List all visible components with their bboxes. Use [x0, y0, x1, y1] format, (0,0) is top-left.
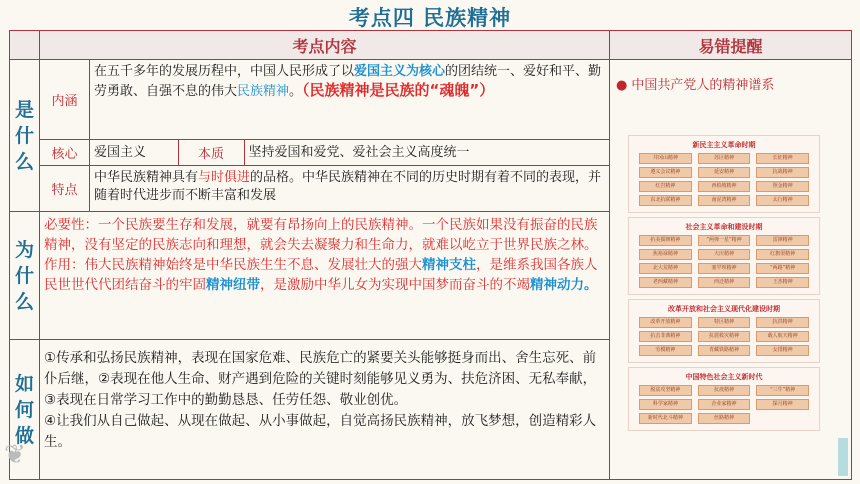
- thumbnail-cell: 抗洪精神: [756, 317, 809, 328]
- header-blank: [10, 31, 40, 60]
- thumbnail-cell: 照金精神: [756, 181, 809, 192]
- essence-label: 本质: [178, 140, 244, 165]
- thumbnail-cell: “两弹一星”精神: [698, 235, 751, 246]
- thumbnail-cell: “两路”精神: [756, 263, 809, 274]
- thumbnail-cell: 雷锋精神: [756, 235, 809, 246]
- thumbnail-cell: 红岩精神: [639, 181, 692, 192]
- pedigree-thumbnail: [628, 135, 820, 213]
- features-label: 特点: [40, 166, 90, 212]
- thumbnail-cell: 焦裕禄精神: [639, 249, 692, 260]
- thumbnail-cell: 女排精神: [756, 345, 809, 356]
- core-inner: [90, 140, 609, 165]
- thumbnail-cell: 长征精神: [756, 153, 809, 164]
- bullet-icon: ●: [616, 78, 628, 93]
- why-text: 必要性：一个民族要生存和发展，就要有昂扬向上的民族精神。一个民族如果没有振奋的民族精神，没有坚定的民族志向和理想，就会失去凝聚力和生命力，就难以屹立于世界民族之林。 作用：伟大民族精神始终是中华民族生生不息、发展壮大的强大精神支柱，是维系我国各族人民世世代代团结奋斗的牢固精神纽带，是激励中华儿女为实现中国梦而奋斗的不竭精神动力。: [40, 212, 610, 340]
- thumbnail-cell: 抗击非典精神: [639, 331, 692, 342]
- thumbnail-cell: 东北抗联精神: [639, 195, 692, 206]
- thumbnail-cell: 抗战精神: [756, 167, 809, 178]
- thumbnail-cell: 抗美援朝精神: [639, 235, 692, 246]
- features-text: 中华民族精神具有与时俱进的品格。中华民族精神在不同的历史时期有着不同的表现，并随着时代进步而不断丰富和发展: [90, 166, 610, 212]
- thumbnail-cell: 延安精神: [698, 167, 751, 178]
- thumbnail-cell: 劳模精神: [639, 345, 692, 356]
- header-tips: 易错提醒: [610, 31, 852, 60]
- thumbnail-cell: 脱贫攻坚精神: [639, 385, 692, 396]
- question-how: 如 何 做: [10, 340, 40, 480]
- question-what: 是 什 么: [10, 60, 40, 212]
- thumbnail-cell: 南泥湾精神: [698, 195, 751, 206]
- thumbnail-cell: 老西藏精神: [639, 277, 692, 288]
- thumbnail-cell: 青藏铁路精神: [698, 345, 751, 356]
- how-text: ①传承和弘扬民族精神，表现在国家危难、民族危亡的紧要关头能够挺身而出、舍生忘死、前仆后继，②表现在他人生命、财产遇到危险的关键时刻能够见义勇为、扶危济困、无私奉献，③表现在日常学习工作中的勤勤恳恳、任劳任怨、敬业创优。 ④让我们从自己做起、从现在做起、从小事做起，自觉高扬民族精神，放飞梦想，创造精彩人生。: [40, 340, 610, 480]
- pedigree-thumbnail: [628, 299, 820, 363]
- spirit-pedigree-images: [628, 135, 820, 435]
- leaf-decoration-icon: ❦: [4, 440, 26, 470]
- thumbnail-cell: 抗震救灾精神: [698, 331, 751, 342]
- connotation-label: 内涵: [40, 60, 90, 140]
- corner-mark: [838, 438, 848, 476]
- thumbnail-cell: “三牛”精神: [756, 385, 809, 396]
- thumbnail-cell: 探月精神: [756, 399, 809, 410]
- thumbnail-cell: 科学家精神: [639, 399, 692, 410]
- pedigree-thumbnail: [628, 367, 820, 431]
- question-why: 为 什 么: [10, 212, 40, 340]
- thumbnail-cell: 西迁精神: [698, 277, 751, 288]
- tip-text: 中国共产党人的精神谱系: [631, 78, 775, 93]
- necessity-text: 必要性：一个民族要生存和发展，就要有昂扬向上的民族精神。一个民族如果没有振奋的民族精神，没有坚定的民族志向和理想，就会失去凝聚力和生命力，就难以屹立于世界民族之林。: [44, 217, 598, 253]
- thumbnail-cell: 企业家精神: [698, 399, 751, 410]
- thumbnail-title: 新民主主义革命时期: [692, 141, 756, 149]
- thumbnail-cell: 苏区精神: [698, 153, 751, 164]
- core-label: 核心: [40, 140, 90, 166]
- thumbnail-cell: 载人航天精神: [756, 331, 809, 342]
- thumbnail-cell: 丝路精神: [698, 413, 751, 424]
- thumbnail-cell: 王杰精神: [756, 277, 809, 288]
- thumbnail-cell: 塞罕坝精神: [698, 263, 751, 274]
- thumbnail-cell: 红旗渠精神: [756, 249, 809, 260]
- thumbnail-cell: 北大荒精神: [639, 263, 692, 274]
- header-content: 考点内容: [40, 31, 610, 60]
- thumbnail-title: 社会主义革命和建设时期: [685, 223, 763, 231]
- page-title: 考点四 民族精神: [348, 6, 512, 30]
- core-row: [90, 140, 610, 166]
- thumbnail-cell: 大庆精神: [698, 249, 751, 260]
- thumbnail-cell: 遵义会议精神: [639, 167, 692, 178]
- thumbnail-cell: 太行精神: [756, 195, 809, 206]
- thumbnail-cell: 新时代北斗精神: [639, 413, 692, 424]
- thumbnail-cell: 改革开放精神: [639, 317, 692, 328]
- thumbnail-cell: 井冈山精神: [639, 153, 692, 164]
- thumbnail-title: 中国特色社会主义新时代: [685, 373, 763, 381]
- thumbnail-cell: 西柏坡精神: [698, 181, 751, 192]
- thumbnail-cell: 特区精神: [698, 317, 751, 328]
- pedigree-thumbnail: [628, 217, 820, 295]
- thumbnail-title: 改革开放和社会主义现代化建设时期: [668, 305, 780, 313]
- thumbnail-cell: 抗疫精神: [698, 385, 751, 396]
- connotation-text: 在五千多年的发展历程中，中国人民形成了以爱国主义为核心的团结统一、爱好和平、勤劳勇敢、自强不息的伟大民族精神。（民族精神是民族的“魂魄”）: [90, 60, 610, 140]
- core-value: 爱国主义: [90, 140, 178, 165]
- essence-value: 坚持爱国和爱党、爱社会主义高度统一: [248, 144, 470, 160]
